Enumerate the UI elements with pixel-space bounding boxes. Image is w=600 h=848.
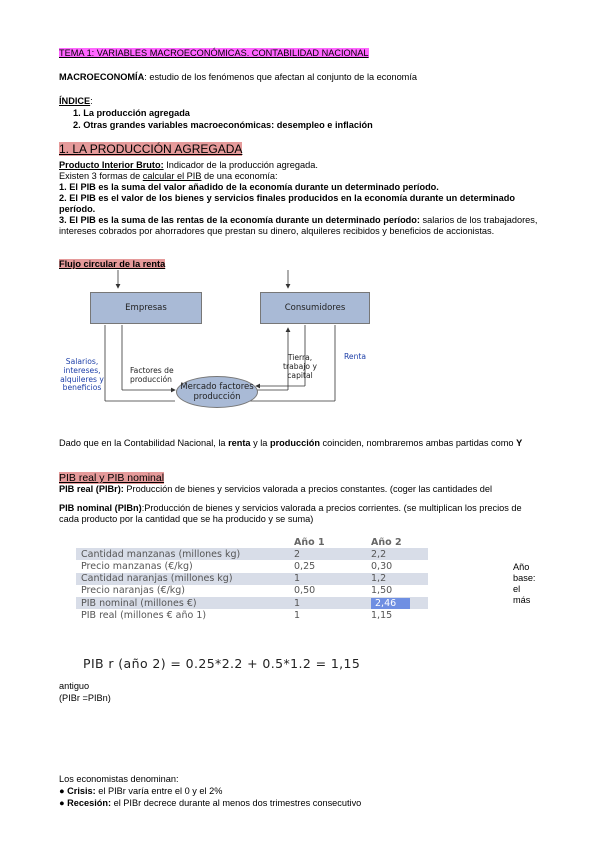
pib-forma-2: 2. El PIB es el valor de los bienes y servicios finales producidos en la economía durante un determinado período. — [59, 193, 515, 214]
macro-def: : estudio de los fenómenos que afectan al conjunto de la economía — [144, 72, 417, 82]
flujo-heading: Flujo circular de la renta — [59, 259, 166, 269]
pib-forma-1: 1. El PIB es la suma del valor añadido de la economía durante un determinado período. — [59, 182, 439, 192]
antiguo-text: antiguo — [59, 681, 90, 691]
indice-item-1: 1. La producción agregada — [73, 108, 190, 118]
pib-block — [59, 160, 549, 237]
table-header-cell: Año 1 — [289, 536, 366, 548]
pib-forma-3: 3. El PIB es la suma de las rentas de la economía durante un determinado período: salarios de los trabajadores, intereses cobrados por ahorradores que prestan su dinero, alquileres recibidos y beneficios de accionistas. — [59, 215, 538, 236]
table-row: PIB real (millones € año 1) 1 1,15 — [76, 609, 428, 621]
table-row: Cantidad manzanas (millones kg) 2 2,2 — [76, 548, 428, 560]
recesion-item: ● Recesión: el PIBr decrece durante al menos dos trimestres consecutivo — [59, 798, 362, 808]
tierra-label: Tierra, trabajo y capital — [283, 353, 317, 380]
indice-item-2: 2. Otras grandes variables macroeconómicas: desempleo e inflación — [73, 120, 373, 130]
dado-que-paragraph: Dado que en la Contabilidad Nacional, la renta y la producción coinciden, nombraremos ambas partidas como Y — [59, 438, 523, 448]
table-header-cell: Año 2 — [366, 536, 428, 548]
side-note: Año base: el más — [513, 562, 536, 605]
table-row: Precio naranjas (€/kg) 0,50 1,50 — [76, 585, 428, 597]
empresas-box: Empresas — [90, 292, 202, 324]
pib-real-formula: PIB r (año 2) = 0.25*2.2 + 0.5*1.2 = 1,15 — [83, 656, 361, 671]
table-row: Precio manzanas (€/kg) 0,25 0,30 — [76, 560, 428, 572]
highlighted-cell: 2,46 — [371, 598, 410, 609]
crisis-item: ● Crisis: el PIBr varía entre el 0 y el 2% — [59, 786, 223, 796]
pib-real-definition: PIB real (PIBr): Producción de bienes y servicios valorada a precios constantes. (coger las cantidades del — [59, 484, 493, 494]
renta-label: Renta — [344, 352, 367, 361]
macro-term: MACROECONOMÍA — [59, 72, 145, 82]
pib-nominal-definition: PIB nominal (PIBn):Producción de bienes y servicios valorada a precios corrientes. (se multiplican los precios de cada producto por la cantidad que se ha producido y se suma) — [59, 503, 522, 524]
pib-real-heading: PIB real y PIB nominal — [59, 472, 165, 484]
salarios-label: Salarios, intereses, alquileres y beneficios — [60, 357, 104, 393]
pib-formas: Existen 3 formas de calcular el PIB de una economía: — [59, 171, 278, 181]
factores-label: Factores de producción — [130, 366, 174, 384]
indice-label: ÍNDICE: — [59, 96, 93, 106]
pibr-equation: (PIBr =PIBn) — [59, 693, 111, 703]
table-row: Cantidad naranjas (millones kg) 1 1,2 — [76, 573, 428, 585]
macro-definition — [59, 72, 417, 83]
flujo-diagram — [60, 268, 390, 416]
mercado-factores-oval: Mercado factores producción — [176, 376, 258, 408]
document-title: TEMA 1: VARIABLES MACROECONÓMICAS. CONTABILIDAD NACIONAL — [59, 48, 369, 58]
economistas-intro: Los economistas denominan: — [59, 774, 179, 784]
consumidores-box: Consumidores — [260, 292, 370, 324]
section-heading-1: 1. LA PRODUCCIÓN AGREGADA — [59, 142, 243, 156]
pib-definition: Producto Interior Bruto: Indicador de la producción agregada. — [59, 160, 318, 170]
table-header-row — [76, 536, 428, 548]
pib-table — [76, 536, 428, 621]
table-header-cell — [76, 536, 289, 548]
table-row: PIB nominal (millones €) 1 2,46 — [76, 597, 428, 609]
